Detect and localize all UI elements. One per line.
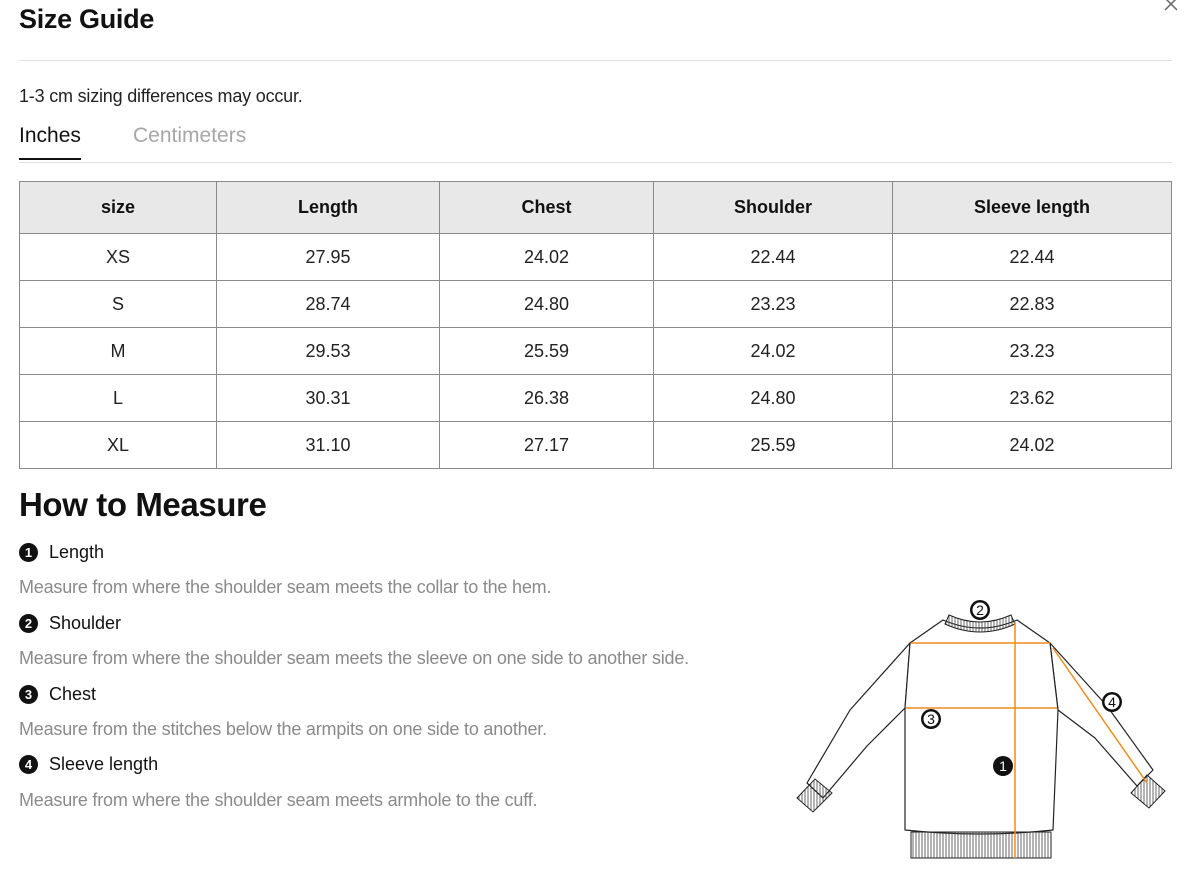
- step-label: Sleeve length: [49, 754, 159, 774]
- marker-1-label: 1: [999, 758, 1007, 774]
- table-cell: XS: [20, 234, 217, 281]
- table-cell: 23.23: [893, 328, 1172, 375]
- table-cell: 24.02: [440, 234, 654, 281]
- table-cell: 30.31: [217, 375, 440, 422]
- table-cell: 29.53: [217, 328, 440, 375]
- table-cell: 31.10: [217, 422, 440, 469]
- step-length-description: Measure from where the shoulder seam meets the collar to the hem.: [19, 577, 552, 597]
- sizing-note: 1-3 cm sizing differences may occur.: [19, 86, 303, 106]
- step-label: Chest: [49, 684, 97, 704]
- column-header-sleeve-length: Sleeve length: [893, 182, 1172, 234]
- number-4-icon: 4: [19, 755, 38, 774]
- sweater-measurement-diagram-icon: [795, 598, 1170, 863]
- column-header-chest: Chest: [440, 182, 654, 234]
- number-3-icon: 3: [19, 685, 38, 704]
- step-label: Shoulder: [49, 613, 122, 633]
- step-sleeve-length-description: Measure from where the shoulder seam meets armhole to the cuff.: [19, 790, 538, 810]
- step-label: Length: [49, 542, 105, 562]
- table-cell: 27.17: [440, 422, 654, 469]
- table-cell: 27.95: [217, 234, 440, 281]
- table-cell: M: [20, 328, 217, 375]
- close-button[interactable]: [1161, 0, 1181, 14]
- table-cell: 25.59: [440, 328, 654, 375]
- tab-inches[interactable]: Inches: [19, 124, 81, 160]
- table-cell: L: [20, 375, 217, 422]
- number-2-icon: 2: [19, 614, 38, 633]
- table-cell: S: [20, 281, 217, 328]
- table-cell: 22.44: [654, 234, 893, 281]
- table-row: [20, 328, 1172, 375]
- table-cell: 24.80: [654, 375, 893, 422]
- table-header-row: [20, 182, 1172, 234]
- tab-centimeters[interactable]: Centimeters: [133, 124, 247, 147]
- column-header-length: Length: [217, 182, 440, 234]
- marker-3-label: 3: [927, 711, 935, 727]
- tabs-divider: [19, 162, 1172, 163]
- table-row: [20, 234, 1172, 281]
- table-row: [20, 422, 1172, 469]
- step-chest-title: [19, 684, 96, 705]
- table-cell: 24.80: [440, 281, 654, 328]
- table-cell: 22.44: [893, 234, 1172, 281]
- table-cell: XL: [20, 422, 217, 469]
- table-cell: 24.02: [654, 328, 893, 375]
- table-row: [20, 281, 1172, 328]
- header-divider: [19, 60, 1172, 61]
- size-table: [19, 181, 1172, 469]
- table-cell: 25.59: [654, 422, 893, 469]
- number-1-icon: 1: [19, 543, 38, 562]
- page-title: Size Guide: [19, 4, 155, 34]
- step-shoulder-title: [19, 613, 121, 634]
- step-chest-description: Measure from the stitches below the armpits on one side to another.: [19, 719, 547, 739]
- step-length-title: [19, 542, 104, 563]
- how-to-measure-title: How to Measure: [19, 486, 267, 523]
- table-cell: 24.02: [893, 422, 1172, 469]
- table-cell: 28.74: [217, 281, 440, 328]
- table-row: [20, 375, 1172, 422]
- table-cell: 26.38: [440, 375, 654, 422]
- step-sleeve-length-title: [19, 754, 158, 775]
- marker-4-label: 4: [1108, 694, 1116, 710]
- close-icon: [1161, 0, 1181, 14]
- marker-2-label: 2: [976, 602, 984, 618]
- table-cell: 23.23: [654, 281, 893, 328]
- sweater-diagram: [795, 598, 1170, 863]
- table-cell: 22.83: [893, 281, 1172, 328]
- step-shoulder-description: Measure from where the shoulder seam meets the sleeve on one side to another side.: [19, 648, 689, 668]
- table-cell: 23.62: [893, 375, 1172, 422]
- column-header-size: size: [20, 182, 217, 234]
- column-header-shoulder: Shoulder: [654, 182, 893, 234]
